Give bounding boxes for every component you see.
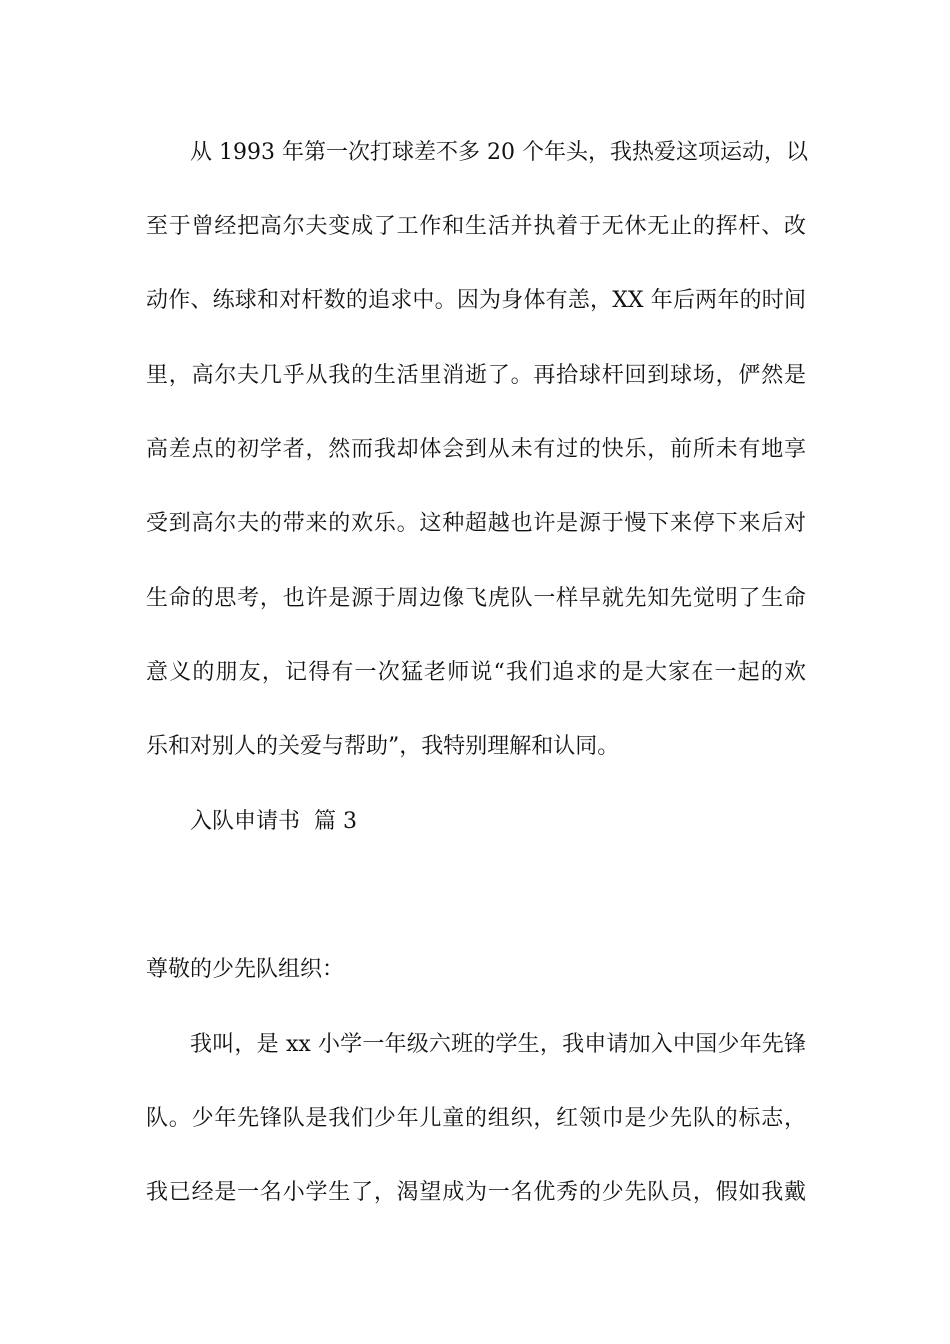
text-line: 里，高尔夫几乎从我的生活里消逝了。再拾球杆回到球场，俨然是 xyxy=(146,363,806,388)
text-line: 我已经是一名小学生了，渴望成为一名优秀的少先队员，假如我戴 xyxy=(146,1180,806,1205)
text-line: 受到高尔夫的带来的欢乐。这种超越也许是源于慢下来停下来后对 xyxy=(146,511,806,536)
section-title: 入队申请书 篇 3 xyxy=(190,809,357,834)
text-line: 从 1993 年第一次打球差不多 20 个年头，我热爱这项运动，以 xyxy=(190,140,808,165)
text-line: 高差点的初学者，然而我却体会到从未有过的快乐，前所未有地享 xyxy=(146,437,806,462)
text-line: 队。少年先锋队是我们少年儿童的组织，红领巾是少先队的标志， xyxy=(146,1106,806,1131)
text-line: 意义的朋友，记得有一次猛老师说“我们追求的是大家在一起的欢 xyxy=(146,660,806,685)
text-line: 生命的思考，也许是源于周边像飞虎队一样早就先知先觉明了生命 xyxy=(146,586,806,611)
text-line: 乐和对别人的关爱与帮助”，我特别理解和认同。 xyxy=(146,734,620,759)
salutation: 尊敬的少先队组织： xyxy=(146,957,345,982)
text-line: 至于曾经把高尔夫变成了工作和生活并执着于无休无止的挥杆、改 xyxy=(146,214,806,239)
text-line: 我叫，是 xx 小学一年级六班的学生，我申请加入中国少年先锋 xyxy=(190,1032,806,1057)
text-line: 动作、练球和对杆数的追求中。因为身体有恙，XX 年后两年的时间 xyxy=(146,288,806,313)
